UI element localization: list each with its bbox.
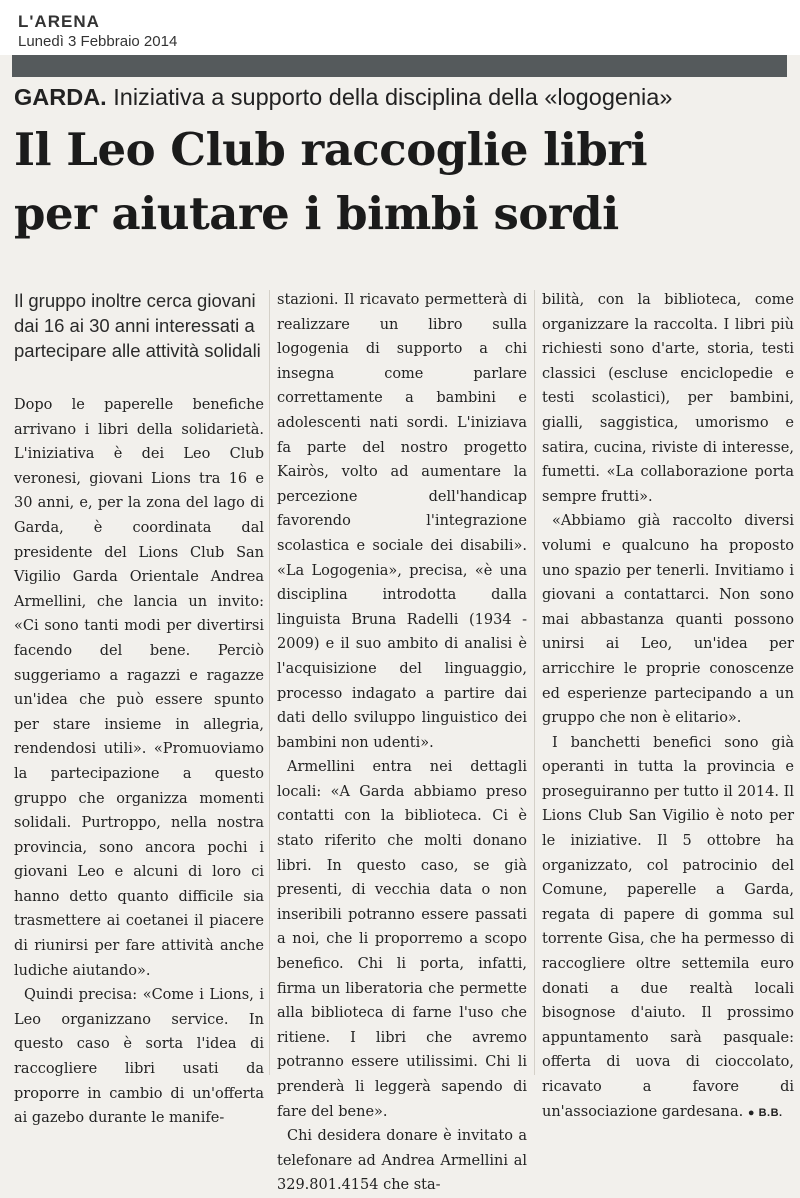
newspaper-name: L'ARENA — [18, 12, 100, 31]
column-divider — [269, 290, 270, 1075]
article-column-1 — [14, 288, 264, 1131]
column-divider — [534, 290, 535, 1075]
paragraph: Armellini entra nei dettagli locali: «A Garda abbiamo preso contatti con la biblioteca. Ci è stato riferito che molti donano libri. In questo caso, se già presenti, di vecchia data o non inseribili potranno essere passati a noi, che li proporremo a scopo benefico. Chi li porta, infatti, firma un liberatoria che permette alla biblioteca di farne l'uso che ritiene. I libri che avremo potranno essere utilissimi. Chi li prenderà li leggerà sapendo di fare del bene». — [277, 759, 527, 1120]
paragraph: bilità, con la biblioteca, come organizzare la raccolta. I libri più richiesti sono d'arte, storia, testi classici (escluse enciclopedie e testi scolastici), per bambini, gialli, saggistica, umorismo e satira, cucina, riviste di interesse, fumetti. «La collaborazione porta sempre frutti». — [542, 292, 794, 505]
author-signature: ● B.B. — [747, 1106, 783, 1119]
kicker-place: GARDA. — [14, 84, 107, 110]
paragraph — [542, 731, 794, 1126]
headline-line-1: Il Leo Club raccoglie libri — [14, 123, 648, 176]
paragraph: Dopo le paperelle benefiche arrivano i libri della solidarietà. L'iniziativa è dei Leo Club veronesi, giovani Lions tra 16 e 30 anni, e, per la zona del lago di Garda, è coordinata dal presidente del Lions Club San Vigilio Garda Orientale Andrea Armellini, che lancia un invito: «Ci sono tanti modi per divertirsi facendo del bene. Perciò suggeriamo a ragazzi e ragazze un'idea che può essere spunto per stare insieme in allegria, rendendosi utili». «Promuoviamo la partecipazione a questo gruppo che organizza momenti solidali. Purtroppo, nella nostra provincia, sono ancora pochi i giovani Leo e alcuni di loro ci hanno detto quanto difficile sia trasmettere ai coetanei il piacere di riunirsi per fare attività anche ludiche aiutando». — [14, 397, 264, 979]
publication-date: Lunedì 3 Febbraio 2014 — [18, 33, 178, 50]
headline-line-2: per aiutare i bimbi sordi — [14, 187, 619, 240]
article-column-2 — [277, 288, 527, 1198]
article-column-3 — [542, 288, 794, 1125]
article-summary: Il gruppo inoltre cerca giovani dai 16 ai 30 anni interessati a partecipare alle attività solidali — [14, 290, 261, 361]
paragraph-text: I banchetti benefici sono già operanti in tutta la provincia e proseguiranno per tutto il 2014. Il Lions Club San Vigilio è noto per le iniziative. Il 5 ottobre ha organizzato, col patrocinio del Comune, paperelle a Garda, regata di papere di gomma sul torrente Gisa, che ha permesso di raccogliere oltre settemila euro donati a due realtà locali bisognose d'aiuto. Il prossimo appuntamento sarà pasquale: offerta di uova di cioccolato, ricavato a favore di un'associazione gardesana. — [542, 734, 794, 1120]
section-bar — [12, 55, 787, 77]
article-kicker — [14, 84, 794, 111]
paragraph: «Abbiamo già raccolto diversi volumi e qualcuno ha proposto uno spazio per tenerli. Invitiamo i giovani a contattarci. Non sono mai abbastanza quanti possono unirsi ai Leo, un'idea per arricchire le proprie conoscenze ed esperienze partecipando a un gruppo che non è elitario». — [542, 513, 794, 727]
kicker-text: Iniziativa a supporto della disciplina della «logogenia» — [113, 84, 673, 110]
masthead-strip — [0, 0, 800, 55]
article-headline — [14, 118, 794, 246]
paragraph: stazioni. Il ricavato permetterà di realizzare un libro sulla logogenia di supporto a chi insegna come parlare correttamente a bambini e adolescenti nati sordi. L'iniziava fa parte del nostro progetto Kairòs, volto ad aumentare la percezione dell'handicap favorendo l'integrazione scolastica e sociale dei disabili». «La Logogenia», precisa, «è una disciplina introdotta dalla linguista Bruna Radelli (1934 - 2009) e il suo ambito di analisi è l'acquisizione del linguaggio, processo indagato a partire dai dati dello sviluppo linguistico dei bambini non udenti». — [277, 292, 527, 751]
paragraph: Chi desidera donare è invitato a telefonare ad Andrea Armellini al 329.801.4154 che sta- — [277, 1128, 527, 1194]
paragraph: Quindi precisa: «Come i Lions, i Leo organizzano service. In questo caso è sorta l'idea di raccogliere libri usati da proporre in cambio di un'offerta ai gazebo durante le manife- — [14, 987, 264, 1127]
